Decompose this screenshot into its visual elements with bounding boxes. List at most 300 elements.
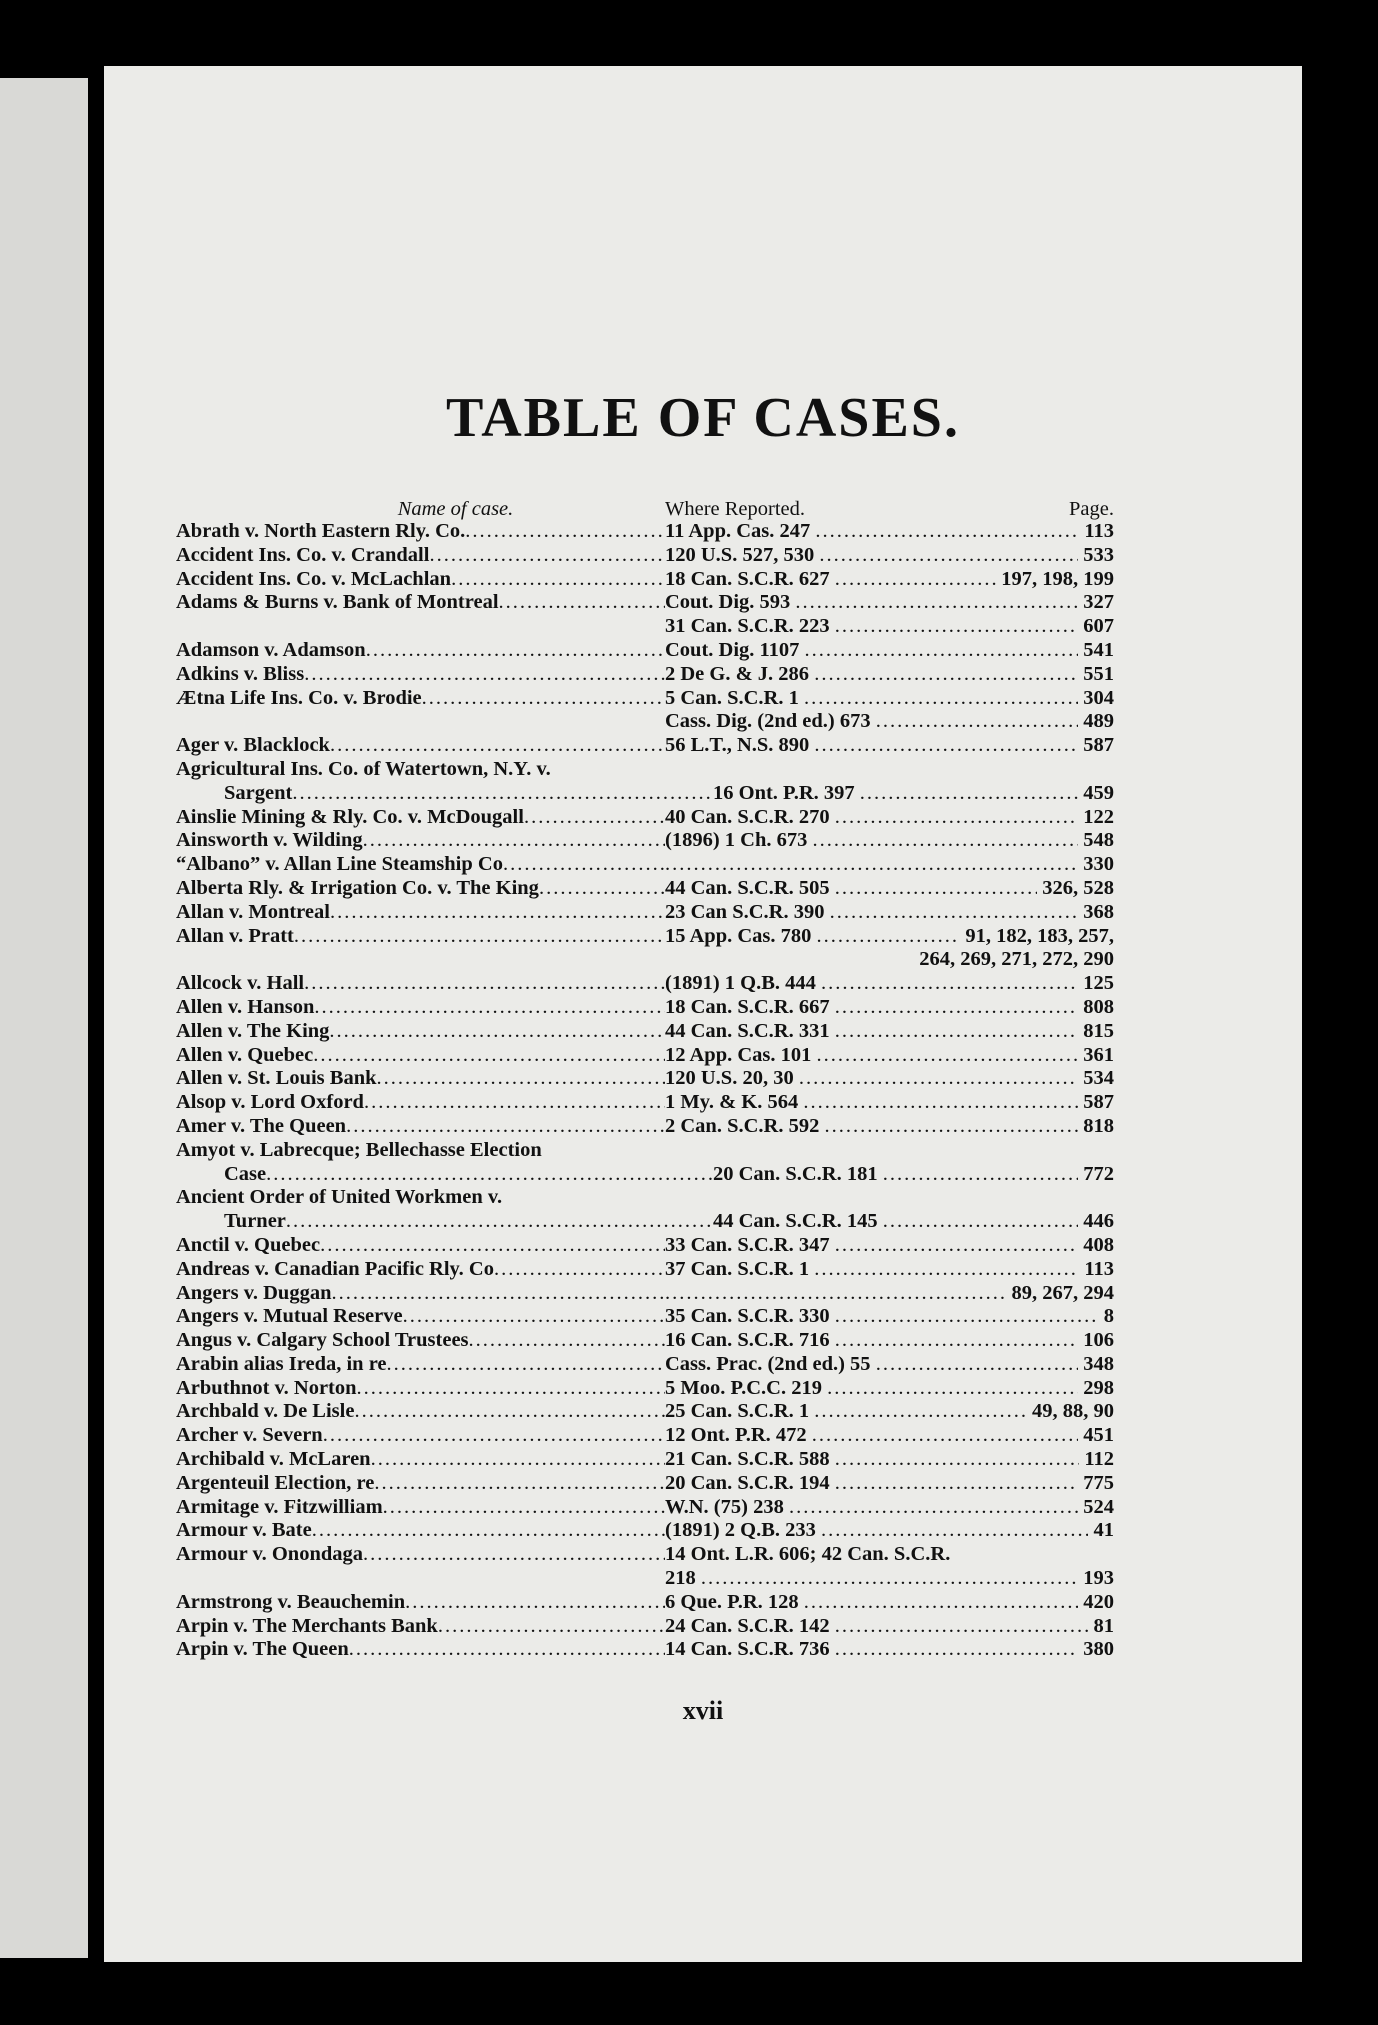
page-number: xvii	[682, 1696, 724, 1725]
case-name: Allen v. Quebec	[176, 1043, 314, 1066]
leader-dots	[789, 1496, 1078, 1520]
where-reported: (1896) 1 Ch. 673	[665, 829, 813, 852]
where-reported-cell	[665, 1448, 1114, 1472]
where-reported-cell	[665, 520, 1114, 544]
table-row	[176, 639, 1114, 663]
table-body	[176, 520, 1114, 1662]
leader-dots	[795, 591, 1078, 615]
leader-dots	[665, 853, 1078, 877]
case-name-cell	[176, 1210, 713, 1234]
leader-dots	[354, 1400, 665, 1424]
table-row	[176, 901, 1114, 925]
leader-dots	[465, 520, 665, 544]
leader-dots	[827, 1377, 1078, 1401]
leader-dots	[314, 996, 665, 1020]
leader-dots	[812, 1424, 1078, 1448]
table-row	[176, 1305, 1114, 1329]
table-row	[176, 568, 1114, 592]
page-ref: 326, 528	[1037, 876, 1114, 899]
case-name: Case	[224, 1162, 267, 1185]
case-name: Ætna Life Ins. Co. v. Brodie	[176, 686, 422, 709]
leader-dots	[835, 1234, 1078, 1258]
page-ref: 459	[1078, 781, 1114, 804]
page-ref: 89, 267, 294	[1006, 1281, 1114, 1304]
case-name-cell	[176, 568, 665, 592]
case-name: Angers v. Duggan	[176, 1281, 332, 1304]
page-ref: 264, 269, 271, 272, 290	[914, 948, 1114, 971]
where-reported: 20 Can. S.C.R. 181	[713, 1162, 883, 1185]
table-row	[176, 1258, 1114, 1282]
header-name: Name of case.	[397, 498, 514, 520]
table-header	[176, 498, 1114, 520]
page-ref: 8	[1098, 1305, 1114, 1328]
case-name-cell	[176, 996, 665, 1020]
case-name-cell	[176, 1020, 665, 1044]
page-ref: 808	[1078, 995, 1114, 1018]
leader-dots	[286, 1210, 713, 1234]
case-name-cell	[176, 1044, 665, 1068]
where-reported-cell	[665, 663, 1114, 687]
leader-dots	[817, 925, 961, 949]
case-name: Adkins v. Bliss	[176, 662, 305, 685]
page-ref: 113	[1079, 1257, 1114, 1280]
page-ref: 298	[1078, 1376, 1114, 1399]
case-name-cell	[176, 591, 665, 615]
case-name: Armour v. Bate	[176, 1519, 312, 1542]
case-name-cell	[176, 1615, 665, 1639]
where-reported-cell	[665, 1567, 1114, 1591]
leader-dots	[383, 1496, 665, 1520]
page-ref: 368	[1078, 900, 1114, 923]
where-reported-cell	[665, 1472, 1114, 1496]
table-row	[176, 1139, 1114, 1163]
where-reported-cell	[665, 1591, 1114, 1615]
where-reported-cell	[665, 829, 1114, 853]
adjacent-page-edge	[0, 78, 88, 1958]
page-ref: 122	[1078, 805, 1114, 828]
where-reported-cell	[665, 1496, 1114, 1520]
table-row	[176, 710, 1114, 734]
case-name-cell	[176, 1258, 665, 1282]
case-name-cell	[176, 1472, 665, 1496]
leader-dots	[429, 544, 665, 568]
page-ref: 408	[1078, 1233, 1114, 1256]
leader-dots	[835, 1305, 1099, 1329]
case-name-cell	[176, 806, 665, 830]
page-ref: 548	[1078, 829, 1114, 852]
where-reported-cell	[665, 877, 1114, 901]
page-ref: 113	[1079, 520, 1114, 542]
case-name: Armitage v. Fitzwilliam	[176, 1495, 383, 1518]
case-name: Allen v. St. Louis Bank	[176, 1067, 377, 1090]
where-reported-cell	[665, 544, 1114, 568]
leader-dots	[812, 829, 1078, 853]
case-name-cell	[176, 544, 665, 568]
leader-dots	[701, 1567, 1078, 1591]
leader-dots	[835, 568, 996, 592]
leader-dots	[835, 1020, 1078, 1044]
table-row	[176, 1091, 1114, 1115]
case-name-cell	[176, 948, 665, 972]
page-ref: 551	[1078, 662, 1114, 685]
page-ref: 587	[1078, 1091, 1114, 1114]
leader-dots	[320, 1234, 665, 1258]
page-ref: 451	[1078, 1424, 1114, 1447]
where-reported-cell	[665, 687, 1114, 711]
page-ref: 772	[1078, 1162, 1114, 1185]
case-name: Adams & Burns v. Bank of Montreal	[176, 591, 499, 614]
where-reported-cell	[665, 901, 1114, 925]
case-name: Ainsworth v. Wilding	[176, 829, 363, 852]
case-name: Arpin v. The Merchants Bank	[176, 1614, 438, 1637]
case-name-cell	[176, 639, 665, 663]
where-reported-cell	[665, 925, 1114, 949]
table-row	[176, 520, 1114, 544]
table-row	[176, 1638, 1114, 1662]
table-row	[176, 758, 1114, 782]
page-ref: 330	[1078, 853, 1114, 876]
where-reported: 16 Ont. P.R. 397	[713, 781, 860, 804]
case-name: Accident Ins. Co. v. McLachlan	[176, 567, 452, 590]
where-reported-cell	[665, 568, 1114, 592]
leader-dots	[860, 782, 1078, 806]
leader-dots	[835, 877, 1037, 901]
leader-dots	[330, 901, 665, 925]
table-row	[176, 1615, 1114, 1639]
leader-dots	[815, 520, 1079, 544]
leader-dots	[403, 1305, 665, 1329]
leader-dots	[330, 734, 665, 758]
leader-dots	[346, 1115, 665, 1139]
case-name-cell	[176, 520, 665, 544]
table-row	[176, 829, 1114, 853]
leader-dots	[835, 1448, 1080, 1472]
table-row	[176, 1067, 1114, 1091]
where-reported-cell	[665, 1020, 1114, 1044]
where-reported-cell	[665, 1543, 1114, 1567]
table-row	[176, 948, 1114, 972]
case-name: Angers v. Mutual Reserve	[176, 1305, 403, 1328]
leader-dots	[349, 1638, 665, 1662]
where-reported-cell	[665, 615, 1114, 639]
where-reported: 24 Can. S.C.R. 142	[665, 1614, 835, 1637]
leader-dots	[876, 710, 1078, 734]
where-reported-cell	[665, 1377, 1114, 1401]
where-reported: 16 Can. S.C.R. 716	[665, 1329, 835, 1352]
table-row	[176, 1163, 1114, 1187]
case-name-cell	[176, 1591, 665, 1615]
where-reported: 37 Can. S.C.R. 1	[665, 1257, 815, 1280]
page-ref: 607	[1078, 615, 1114, 638]
leader-dots	[422, 687, 665, 711]
where-reported: 23 Can S.C.R. 390	[665, 900, 830, 923]
where-reported-cell	[665, 1091, 1114, 1115]
where-reported: 1 My. & K. 564	[665, 1091, 804, 1114]
leader-dots	[304, 972, 665, 996]
page-ref: 380	[1078, 1638, 1114, 1661]
table-row	[176, 1329, 1114, 1353]
where-reported: 20 Can. S.C.R. 194	[665, 1471, 835, 1494]
case-name-cell	[176, 1519, 665, 1543]
where-reported: Cout. Dig. 593	[665, 591, 796, 614]
where-reported: 18 Can. S.C.R. 667	[665, 995, 835, 1018]
leader-dots	[363, 1543, 665, 1567]
where-reported-cell	[665, 1329, 1114, 1353]
table-row	[176, 1567, 1114, 1591]
leader-dots	[883, 1210, 1078, 1234]
case-name: Sargent	[224, 781, 293, 804]
table-row	[176, 544, 1114, 568]
table-row	[176, 1519, 1114, 1543]
table-row	[176, 1234, 1114, 1258]
where-reported: 44 Can. S.C.R. 145	[713, 1210, 883, 1233]
where-reported-cell	[665, 734, 1114, 758]
leader-dots	[304, 663, 665, 687]
page-ref: 489	[1078, 710, 1114, 733]
case-name-cell	[176, 1377, 665, 1401]
leader-dots	[539, 877, 665, 901]
case-name-cell	[176, 710, 665, 734]
case-name: Arpin v. The Queen	[176, 1638, 349, 1661]
case-name: “Albano” v. Allan Line Steamship Co	[176, 853, 503, 876]
where-reported-cell	[665, 1400, 1114, 1424]
leader-dots	[814, 1258, 1079, 1282]
case-name: Ancient Order of United Workmen v.	[176, 1186, 503, 1209]
leader-dots	[804, 1591, 1078, 1615]
where-reported: 218	[665, 1567, 701, 1590]
table-row	[176, 663, 1114, 687]
table-row	[176, 782, 1114, 806]
case-name: Amyot v. Labrecque; Bellechasse Election	[176, 1138, 542, 1161]
where-reported-cell	[665, 972, 1114, 996]
leader-dots	[363, 829, 665, 853]
case-name-cell	[176, 615, 665, 639]
page-ref: 106	[1078, 1329, 1114, 1352]
leader-dots	[313, 1044, 665, 1068]
leader-dots	[665, 1282, 1006, 1306]
case-name-cell	[176, 687, 665, 711]
where-reported: 5 Can. S.C.R. 1	[665, 686, 804, 709]
where-reported: 12 App. Cas. 101	[665, 1043, 817, 1066]
leader-dots	[323, 1424, 665, 1448]
where-reported-cell	[665, 591, 1114, 615]
page-ref: 446	[1078, 1210, 1114, 1233]
table-row	[176, 1448, 1114, 1472]
leader-dots	[814, 1400, 1027, 1424]
leader-dots	[371, 1448, 665, 1472]
page-ref: 304	[1078, 686, 1114, 709]
where-reported-cell	[665, 1258, 1114, 1282]
where-reported-cell	[665, 1067, 1114, 1091]
leader-dots	[312, 1519, 665, 1543]
case-name-cell	[176, 877, 665, 901]
leader-dots	[377, 1067, 665, 1091]
where-reported: 12 Ont. P.R. 472	[665, 1424, 812, 1447]
page-ref: 197, 198, 199	[996, 567, 1114, 590]
page-ref: 125	[1078, 972, 1114, 995]
table-row	[176, 877, 1114, 901]
leader-dots	[883, 1163, 1078, 1187]
document-page	[104, 66, 1302, 1962]
table-row	[176, 972, 1114, 996]
where-reported: 14 Ont. L.R. 606; 42 Can. S.C.R.	[665, 1543, 956, 1566]
table-row	[176, 1400, 1114, 1424]
case-name: Ainslie Mining & Rly. Co. v. McDougall	[176, 805, 524, 828]
where-reported: 120 U.S. 527, 530	[665, 543, 820, 566]
page-ref: 818	[1078, 1114, 1114, 1137]
case-name-cell	[176, 1234, 665, 1258]
case-name-cell	[176, 1115, 665, 1139]
table-row	[176, 1186, 1114, 1210]
case-name-cell	[176, 1067, 665, 1091]
case-name: Allen v. Hanson	[176, 995, 315, 1018]
leader-dots	[387, 1353, 665, 1377]
leader-dots	[292, 782, 713, 806]
leader-dots	[814, 734, 1078, 758]
case-name: Adamson v. Adamson	[176, 638, 366, 661]
where-reported: Cout. Dig. 1107	[665, 638, 805, 661]
case-name: Archibald v. McLaren	[176, 1448, 371, 1471]
leader-dots	[469, 1329, 665, 1353]
leader-dots	[524, 806, 665, 830]
case-name-cell	[176, 972, 665, 996]
where-reported: 25 Can. S.C.R. 1	[665, 1400, 815, 1423]
case-name-cell	[176, 1353, 665, 1377]
table-row	[176, 1472, 1114, 1496]
where-reported-cell	[665, 1424, 1114, 1448]
case-name: Ager v. Blacklock	[176, 734, 330, 757]
page-ref: 49, 88, 90	[1026, 1400, 1114, 1423]
table-row	[176, 1591, 1114, 1615]
case-name: Arabin alias Ireda, in re	[176, 1352, 387, 1375]
leader-dots	[503, 853, 665, 877]
case-name-cell	[176, 1567, 665, 1591]
table-row	[176, 591, 1114, 615]
leader-dots	[835, 1472, 1078, 1496]
where-reported-cell	[665, 1353, 1114, 1377]
leader-dots	[876, 1353, 1078, 1377]
where-reported-cell	[665, 853, 1114, 877]
leader-dots	[805, 639, 1079, 663]
case-name: Turner	[224, 1210, 286, 1233]
leader-dots	[821, 1519, 1088, 1543]
page-ref: 541	[1078, 638, 1114, 661]
page-ref: 775	[1078, 1471, 1114, 1494]
table-row	[176, 853, 1114, 877]
case-name-cell	[176, 663, 665, 687]
leader-dots	[374, 1472, 665, 1496]
case-name: Allcock v. Hall	[176, 972, 305, 995]
leader-dots	[835, 806, 1078, 830]
header-page: Page.	[1069, 498, 1114, 520]
where-reported: 44 Can. S.C.R. 505	[665, 876, 835, 899]
case-name: Archbald v. De Lisle	[176, 1400, 355, 1423]
page-ref: 41	[1088, 1519, 1114, 1542]
table-row	[176, 1424, 1114, 1448]
case-name-cell	[176, 1329, 665, 1353]
where-reported: 2 Can. S.C.R. 592	[665, 1114, 825, 1137]
leader-dots	[499, 591, 665, 615]
where-reported-cell	[665, 710, 1114, 734]
case-name: Allan v. Pratt	[176, 924, 294, 947]
case-name-cell	[176, 1163, 713, 1187]
case-name: Amer v. The Queen	[176, 1114, 347, 1137]
where-reported-cell	[665, 639, 1114, 663]
table-row	[176, 1044, 1114, 1068]
leader-dots	[451, 568, 665, 592]
case-name-cell	[176, 901, 665, 925]
where-reported-cell	[665, 806, 1114, 830]
leader-dots	[329, 1020, 665, 1044]
case-name: Anctil v. Quebec	[176, 1233, 321, 1256]
leader-dots	[266, 1163, 713, 1187]
leader-dots	[821, 972, 1078, 996]
page-ref: 420	[1078, 1590, 1114, 1613]
table-row	[176, 1282, 1114, 1306]
where-reported-cell	[665, 1519, 1114, 1543]
case-name-cell	[176, 734, 665, 758]
case-name-cell	[176, 829, 665, 853]
where-reported: (1891) 1 Q.B. 444	[665, 972, 822, 995]
case-name-cell	[176, 1400, 665, 1424]
case-name: Armstrong v. Beauchemin	[176, 1590, 406, 1613]
where-reported-cell	[713, 1163, 1114, 1187]
case-name: Alsop v. Lord Oxford	[176, 1091, 364, 1114]
table-row	[176, 925, 1114, 949]
where-reported: 11 App. Cas. 247	[665, 520, 816, 542]
where-reported: 14 Can. S.C.R. 736	[665, 1638, 835, 1661]
leader-dots	[824, 1115, 1078, 1139]
where-reported-cell	[665, 996, 1114, 1020]
page-ref: 361	[1078, 1043, 1114, 1066]
leader-dots	[835, 1329, 1078, 1353]
where-reported: Cass. Prac. (2nd ed.) 55	[665, 1352, 876, 1375]
case-name: Abrath v. North Eastern Rly. Co.	[176, 520, 466, 542]
page-ref: 193	[1078, 1567, 1114, 1590]
where-reported: 31 Can. S.C.R. 223	[665, 615, 835, 638]
where-reported: 35 Can. S.C.R. 330	[665, 1305, 835, 1328]
table-row	[176, 1496, 1114, 1520]
case-name: Argenteuil Election, re	[176, 1471, 375, 1494]
table-row	[176, 1115, 1114, 1139]
where-reported-cell	[665, 1638, 1114, 1662]
case-name-cell	[176, 1448, 665, 1472]
case-name: Accident Ins. Co. v. Crandall	[176, 543, 430, 566]
page-ref: 587	[1078, 734, 1114, 757]
table-row	[176, 687, 1114, 711]
leader-dots	[835, 1615, 1089, 1639]
page-ref: 327	[1078, 591, 1114, 614]
leader-dots	[405, 1591, 665, 1615]
where-reported-cell	[665, 1115, 1114, 1139]
leader-dots	[814, 663, 1078, 687]
case-name: Andreas v. Canadian Pacific Rly. Co	[176, 1257, 494, 1280]
leader-dots	[817, 1044, 1079, 1068]
case-name-cell	[176, 1543, 665, 1567]
case-name-cell	[176, 1496, 665, 1520]
case-name: Archer v. Severn	[176, 1424, 323, 1447]
case-name: Agricultural Ins. Co. of Watertown, N.Y. v.	[176, 757, 551, 780]
case-name-cell	[176, 925, 665, 949]
leader-dots	[819, 544, 1078, 568]
case-name-cell	[176, 782, 713, 806]
header-where: Where Reported.	[665, 498, 806, 520]
leader-dots	[835, 996, 1078, 1020]
case-name-cell	[176, 1305, 665, 1329]
table-row	[176, 1353, 1114, 1377]
table-row	[176, 806, 1114, 830]
where-reported: 21 Can. S.C.R. 588	[665, 1448, 835, 1471]
